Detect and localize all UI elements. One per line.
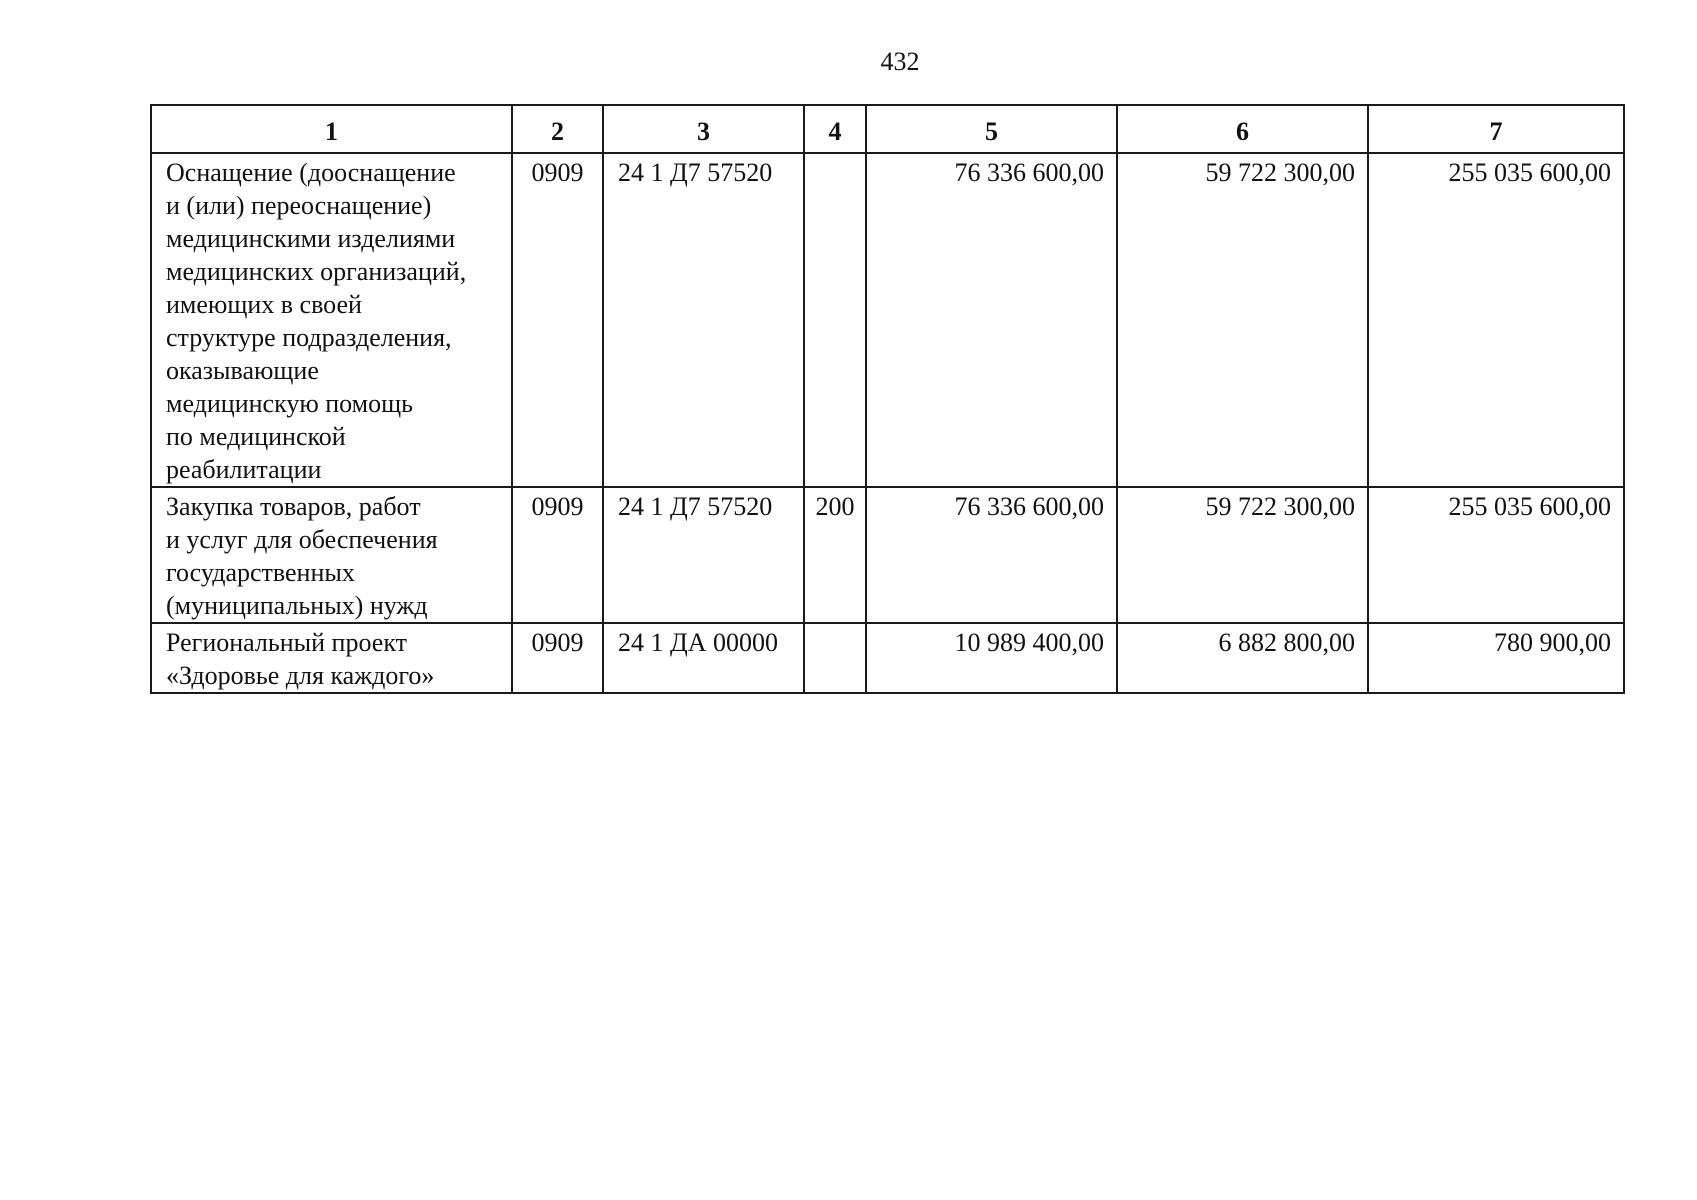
table-row — [151, 623, 1624, 693]
row-year-1-amount: 76 336 600,00 — [866, 487, 1117, 623]
row-expense-cell — [804, 153, 866, 487]
row-year-3-amount: 255 035 600,00 — [1368, 153, 1624, 487]
row-year-2-amount: 59 722 300,00 — [1117, 153, 1368, 487]
row-year-1-amount: 76 336 600,00 — [866, 153, 1117, 487]
row-target-cell: 24 1 ДА 00000 — [603, 623, 804, 693]
row-target-cell: 24 1 Д7 57520 — [603, 153, 804, 487]
column-header-section: 2 — [512, 105, 603, 153]
column-header-year-1: 5 — [866, 105, 1117, 153]
row-target-cell: 24 1 Д7 57520 — [603, 487, 804, 623]
row-expense-cell — [804, 623, 866, 693]
row-year-3-amount: 255 035 600,00 — [1368, 487, 1624, 623]
row-year-2-amount: 59 722 300,00 — [1117, 487, 1368, 623]
row-year-2-amount: 6 882 800,00 — [1117, 623, 1368, 693]
row-section-cell: 0909 — [512, 623, 603, 693]
table-row — [151, 487, 1624, 623]
row-name-cell: Оснащение (дооснащение и (или) переоснащение) медицинскими изделиями медицинских организаций, имеющих в своей структуре подразделения, оказывающие медицинскую помощь по медицинской реабилитации — [151, 153, 512, 487]
row-expense-cell: 200 — [804, 487, 866, 623]
column-header-name: 1 — [151, 105, 512, 153]
column-header-year-2: 6 — [1117, 105, 1368, 153]
header-row — [151, 105, 1624, 153]
row-name-cell: Региональный проект «Здоровье для каждого» — [151, 623, 512, 693]
row-section-cell: 0909 — [512, 487, 603, 623]
row-year-3-amount: 780 900,00 — [1368, 623, 1624, 693]
column-header-target: 3 — [603, 105, 804, 153]
table-row — [151, 153, 1624, 487]
column-header-year-3: 7 — [1368, 105, 1624, 153]
page-number: 432 — [880, 47, 920, 76]
budget-table — [150, 104, 1625, 694]
row-year-1-amount: 10 989 400,00 — [866, 623, 1117, 693]
row-name-cell: Закупка товаров, работ и услуг для обеспечения государственных (муниципальных) нужд — [151, 487, 512, 623]
column-header-expense-type: 4 — [804, 105, 866, 153]
row-section-cell: 0909 — [512, 153, 603, 487]
